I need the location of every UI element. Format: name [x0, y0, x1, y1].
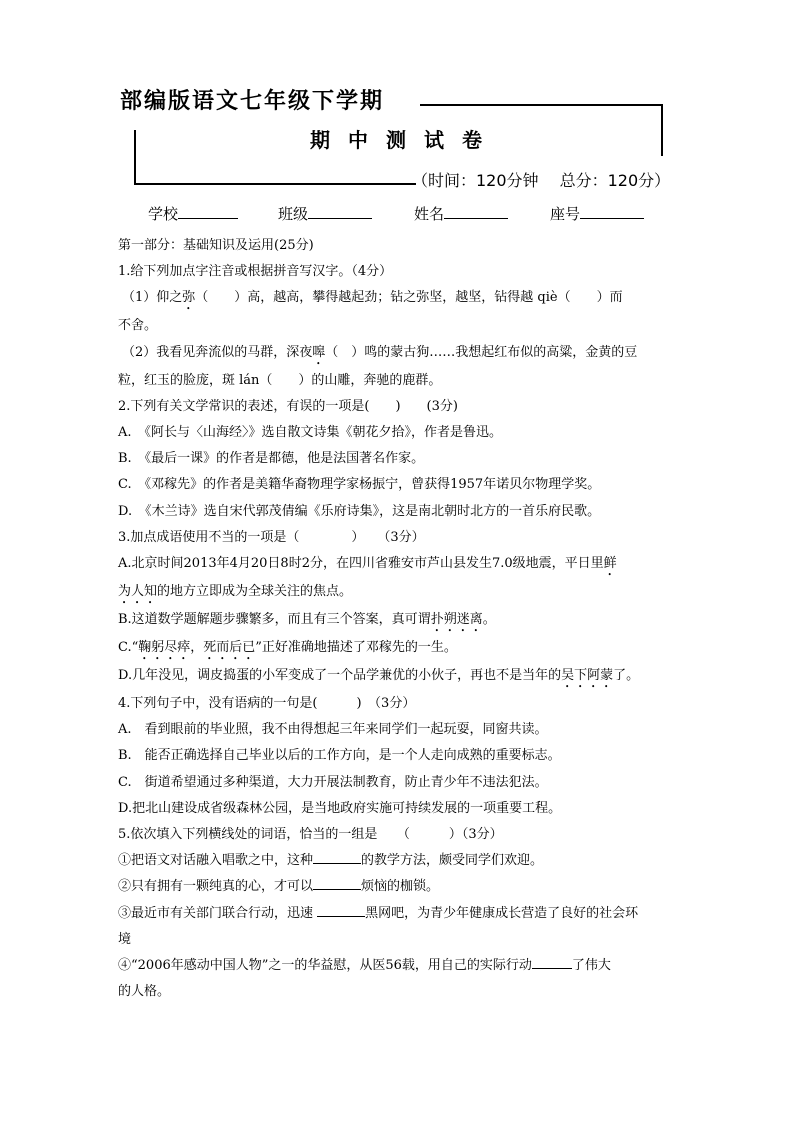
- seat-field[interactable]: [550, 203, 644, 224]
- q5-item-3-text-b: 黑网吧，为青少年健康成长营造了良好的社会环: [365, 905, 639, 921]
- exam-title: 部编版语文七年级下学期: [120, 88, 385, 114]
- q4-option-a: A. 看到眼前的毕业照，我不由得想起三年来同学们一起玩耍，同窗共读。: [118, 722, 548, 738]
- name-label: 姓名: [414, 205, 445, 223]
- q5-item-4: [118, 953, 678, 979]
- q3-d-text-2: 了。: [613, 668, 640, 684]
- q3-c-text-2: ”正好准确地描述了邓稼先的一生。: [255, 640, 457, 656]
- q1-sub1-text-a: （1）仰之: [122, 290, 183, 306]
- q3-d-dotted: 吴下阿蒙: [561, 668, 614, 684]
- q5-item-1-text-b: 的教学方法，颇受同学们欢迎。: [361, 853, 544, 869]
- name-field[interactable]: [414, 203, 508, 224]
- q3-b-dotted: 扑朔迷离: [430, 612, 483, 628]
- header-frame-left: [134, 130, 136, 184]
- q3-a-dotted-2: 为人知: [118, 584, 158, 600]
- q1-sub2-text-a: （2）我看见奔流似的马群，深夜: [122, 344, 313, 360]
- q4-option-b: B. 能否正确选择自己毕业以后的工作方向，是一个人走向成熟的重要标志。: [118, 748, 561, 764]
- q3-option-b: [118, 607, 678, 635]
- header-frame-top: [420, 104, 663, 106]
- school-label: 学校: [148, 205, 179, 223]
- seat-label: 座号: [550, 205, 581, 223]
- q3-option-d: [118, 663, 678, 691]
- q3-option-a-cont: [118, 579, 678, 607]
- school-blank[interactable]: [178, 204, 238, 219]
- class-blank[interactable]: [308, 204, 372, 219]
- q5-stem: 5.依次填入下列横线处的词语，恰当的一组是 （ ）（3分）: [118, 827, 503, 843]
- q5-blank-4[interactable]: [532, 956, 572, 969]
- q3-a-text-2: 的地方立即成为全球关注的焦点。: [157, 584, 353, 600]
- class-label: 班级: [278, 205, 309, 223]
- q4-option-c: C. 街道希望通过多种渠道，大力开展法制教育，防止青少年不违法犯法。: [118, 774, 548, 790]
- q3-c-text: C.“: [118, 640, 139, 656]
- q1-sub2-text-b: （ ）鸣的蒙古狗……我想起红布似的高粱，金黄的豆: [325, 344, 638, 360]
- q5-blank-2[interactable]: [313, 877, 361, 890]
- q5-item-1-text-a: ①把语文对话融入唱歌之中，这种: [118, 853, 314, 869]
- q2-option-a: A. 《阿长与〈山海经〉》选自散文诗集《朝花夕拾》，作者是鲁迅。: [118, 425, 503, 441]
- q3-stem: 3.加点成语使用不当的一项是（ ） （3分）: [118, 529, 425, 545]
- header-frame-right: [661, 104, 663, 156]
- q2-stem: 2.下列有关文学常识的表述，有误的一项是( ) (3分): [118, 398, 458, 414]
- q5-blank-3[interactable]: [317, 904, 365, 917]
- q2-option-c: C. 《邓稼先》的作者是美籍华裔物理学家杨振宁，曾获得1957年诺贝尔物理学奖。: [118, 477, 601, 493]
- q5-item-2-text-b: 烦恼的枷锁。: [361, 879, 440, 895]
- q3-a-text: A.北京时间2013年4月20日8时2分，在四川省雅安市芦山县发生7.0级地震，平日里: [118, 556, 604, 572]
- q3-a-dotted-1: 鲜: [603, 556, 617, 572]
- q3-b-text-2: 。: [482, 612, 496, 628]
- q5-item-2-text-a: ②只有拥有一颗纯真的心，才可以: [118, 879, 314, 895]
- class-field[interactable]: [278, 203, 372, 224]
- q3-b-text: B.这道数学题解题步骤繁多，而且有三个答案，真可谓: [118, 612, 431, 628]
- q1-sub1-cont: 不舍。: [118, 318, 158, 334]
- time-and-score: （时间：120分钟 总分：120分）: [412, 171, 671, 190]
- exam-content: [118, 233, 678, 1005]
- q5-item-3-cont: 境: [118, 931, 132, 947]
- q1-sub2-dotted: 嗥: [312, 344, 326, 360]
- q2-option-d: D. 《木兰诗》选自宋代郭茂倩编《乐府诗集》，这是南北朝时北方的一首乐府民歌。: [118, 503, 601, 519]
- q5-item-3: [118, 901, 678, 927]
- q1-sub1: [118, 285, 678, 313]
- q3-option-a: [118, 551, 678, 579]
- q1-sub1-text-b: （ ）高，越高，攀得越起劲；钻之弥坚，越坚，钻得越 qiè（ ）而: [195, 290, 623, 306]
- q5-item-4-cont: 的人格。: [118, 984, 171, 1000]
- q5-item-4-text-a: ④“2006年感动中国人物”之一的华益慰，从医56载，用自己的实际行动: [118, 958, 532, 974]
- q4-option-d: D.把北山建设成省级森林公园，是当地政府实施可持续发展的一项重要工程。: [118, 800, 562, 816]
- q1-sub1-dotted: 弥: [182, 290, 196, 306]
- q3-option-c: [118, 635, 678, 663]
- name-blank[interactable]: [444, 204, 508, 219]
- q5-blank-1[interactable]: [313, 851, 361, 864]
- seat-blank[interactable]: [580, 204, 644, 219]
- q3-d-text: D.几年没见，调皮捣蛋的小军变成了一个品学兼优的小伙子，再也不是当年的: [118, 668, 562, 684]
- q2-option-b: B. 《最后一课》的作者是都德，他是法国著名作家。: [118, 451, 425, 467]
- q4-stem: 4.下列句子中，没有语病的一句是( ) （3分）: [118, 696, 416, 712]
- exam-subtitle: 期中测试卷: [310, 128, 500, 152]
- q3-c-dotted: 鞠躬尽瘁，死而后已: [138, 640, 256, 656]
- q5-item-2: [118, 874, 678, 900]
- part1-heading: 第一部分：基础知识及运用(25分): [118, 238, 314, 253]
- q1-sub2-cont: 粒，红玉的脸庞，斑 lán（ ）的山雕，奔驰的鹿群。: [118, 372, 442, 388]
- q5-item-4-text-b: 了伟大: [571, 958, 611, 974]
- header-frame-bottom: [134, 183, 416, 185]
- q5-item-1: [118, 848, 678, 874]
- q1-sub2: [118, 340, 678, 368]
- q1-stem: 1.给下列加点字注音或根据拼音写汉字。（4分）: [118, 264, 393, 280]
- q5-item-3-text-a: ③最近市有关部门联合行动，迅速: [118, 905, 318, 921]
- school-field[interactable]: [148, 203, 238, 224]
